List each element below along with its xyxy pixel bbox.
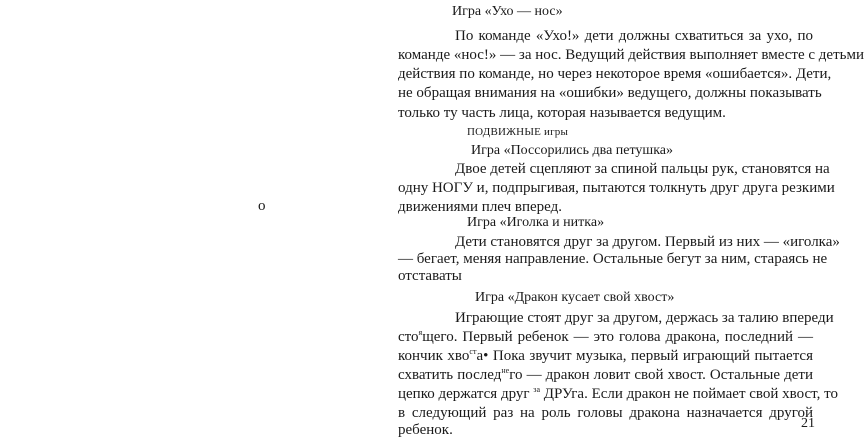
game-title-ear-nose: Игра «Ухо — нос» [452,4,563,19]
paragraph-line: кончик хво$^{ст}$а• Пока звучит музыка, первый играющий пытается [398,347,813,364]
section-label: ПОДВИЖНЫЕ игры [467,126,569,138]
paragraph-line: в следующий раз на роль головы дракона назначается другой [398,405,813,421]
paragraph-line: сто$^я$щего. Первый ребенок — это голова дракона, последний — [398,328,813,345]
paragraph-line: Играющие стоят друг за другом, держась за талию впереди [455,310,834,326]
game-title-two-roosters: Игра «Поссорились два петушка» [471,143,674,158]
paragraph-line: действия по команде, но через некоторое время «ошибается». Дети, [398,66,832,82]
paragraph-line: схватить послед$^{не}$го — дракон ловит свой хвост. Остальные дети [398,366,814,383]
paragraph-line: цепко держатся друг $^{за}$ ДРУга. Если дракон не поймает свой хвост, то [398,385,838,402]
game-title-needle-thread: Игра «Иголка и нитка» [467,215,605,230]
page-number: 21 [801,416,815,431]
paragraph-line: не обращая внимания на «ошибки» ведущего, должны показывать [398,85,822,101]
paragraph-line: команде «нос!» — за нос. Ведущий действия выполняет вместе с детьми [398,47,864,63]
paragraph-line: — бегает, меняя направление. Остальные бегут за ним, стараясь не [398,251,828,267]
paragraph-line: отставаты [398,268,462,284]
paragraph-line: только ту часть лица, которая называется ведущим. [398,105,726,121]
stray-letter: о [258,198,266,214]
paragraph-line: одну НОГУ и, подпрыгивая, пытаются толкнуть друг друга резкими [398,180,835,196]
paragraph-line: ребенок. [398,422,453,438]
paragraph-line: По команде «Ухо!» дети должны схватиться за ухо, по [455,28,813,44]
game-title-dragon: Игра «Дракон кусает свой хвост» [475,290,675,305]
paragraph-line: Дети становятся друг за другом. Первый из них — «иголка» [455,234,840,250]
paragraph-line: движениями плеч вперед. [398,199,562,215]
paragraph-line: Двое детей сцепляют за спиной пальцы рук, становятся на [455,161,830,177]
